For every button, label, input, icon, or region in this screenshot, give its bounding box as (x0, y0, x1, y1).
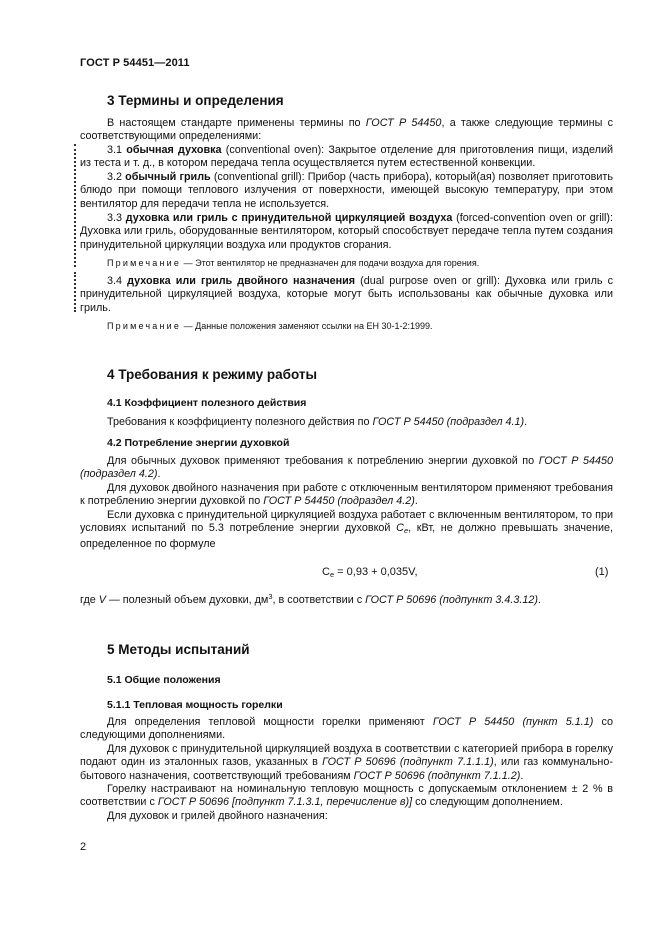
note-3-4: Примечание — Данные положения заменяют ссылки на ЕН 30-1-2:1999. (107, 321, 433, 331)
document-code-header: ГОСТ Р 54451—2011 (80, 57, 190, 69)
term-3-2: 3.2 обычный гриль (conventional grill): Прибор (часть прибора), который(ая) позволяет приготовить блюдо при помощи теплового излучения от поверхности, имеющей высокую температуру, при этом вентилятор для передачи тепла не используется. (80, 171, 613, 210)
term-3-4: 3.4 духовка или гриль двойного назначения (dual purpose oven or grill): Духовка или гриль с принудительной циркуляцией воздуха, которые могут быть использованы как обычные духовка или гриль. (80, 275, 613, 314)
section-3-intro: В настоящем стандарте применены термины по ГОСТ Р 54450, а также следующие термины с соответствующими определениями: (80, 117, 614, 143)
change-bar (74, 144, 78, 267)
formula-1: $C_e = 0,93 + 0,035V$, (322, 566, 418, 579)
change-bar (74, 272, 78, 312)
subsection-4-2-p1: Для обычных духовок применяют требования к потреблению энергии духовкой по ГОСТ Р 54450 (подраздел 4.2). (80, 455, 613, 481)
note-3-3: Примечание — Этот вентилятор не предназначен для подачи воздуха для горения. (107, 258, 480, 268)
subsection-4-2-p2: Для духовок двойного назначения при работе с отключенным вентилятором применяют требования к потреблению энергии духовкой по ГОСТ Р 54450 (подраздел 4.2). (80, 482, 613, 508)
subsection-5-1-1-p4: Для духовок и грилей двойного назначения: (107, 810, 328, 822)
term-3-1: 3.1 обычная духовка (conventional oven): Закрытое отделение для приготовления пищи, изделий из теста и т. д., в котором передача тепла осуществляется путем естественной конвекции. (80, 144, 614, 170)
formula-number: (1) (595, 566, 609, 578)
subsection-5-1-1-title: 5.1.1 Тепловая мощность горелки (107, 699, 283, 711)
term-3-3: 3.3 духовка или гриль с принудительной циркуляцией воздуха (forced-convention oven or grill): Духовка или гриль, оборудованные вентилятором, который способствует передаче тепла путем создания принудительной циркуляции воздуха или продуктов сгорания. (80, 212, 614, 251)
subsection-5-1-1-p1: Для определения тепловой мощности горелки применяют ГОСТ Р 54450 (пункт 5.1.1) со следующими дополнениями. (80, 716, 613, 742)
subsection-4-1-title: 4.1 Коэффициент полезного действия (107, 397, 307, 409)
subsection-5-1-title: 5.1 Общие положения (107, 674, 221, 686)
section-4-title: 4 Требования к режиму работы (107, 367, 318, 382)
subsection-5-1-1-p3: Горелку настраивают на номинальную тепловую мощность с допускаемым отклонением ± 2 % в соответствии с ГОСТ Р 50696 [подпункт 7.1.3.1, перечисление в)] со следующим дополнением. (80, 783, 613, 809)
subsection-4-1-text: Требования к коэффициенту полезного действия по ГОСТ Р 54450 (подраздел 4.1). (107, 416, 528, 428)
subsection-5-1-1-p2: Для духовок с принудительной циркуляцией воздуха в соответствии с категорией прибора в горелку подают один из эталонных газов, указанных в ГОСТ Р 50696 (подпункт 7.1.1.1), или газ коммунально-бытового назначения, соответствующий требованиям ГОСТ Р 50696 (подпункт 7.1.1.2). (80, 743, 613, 782)
section-3-title: 3 Термины и определения (107, 93, 284, 108)
section-5-title: 5 Методы испытаний (107, 642, 250, 657)
formula-where: где V — полезный объем духовки, $дм^3$, в соответствии с ГОСТ Р 50696 (подпункт 3.4.3.12). (80, 592, 541, 606)
page-number: 2 (80, 841, 87, 853)
subsection-4-2-p3: Если духовка с принудительной циркуляцией воздуха работает с включенным вентилятором, то при условиях испытаний по 5.3 потребление энергии духовкой $C_e$, кВт, не должно превышать значение, определенное по формуле (80, 509, 614, 550)
subsection-4-2-title: 4.2 Потребление энергии духовкой (107, 437, 290, 449)
